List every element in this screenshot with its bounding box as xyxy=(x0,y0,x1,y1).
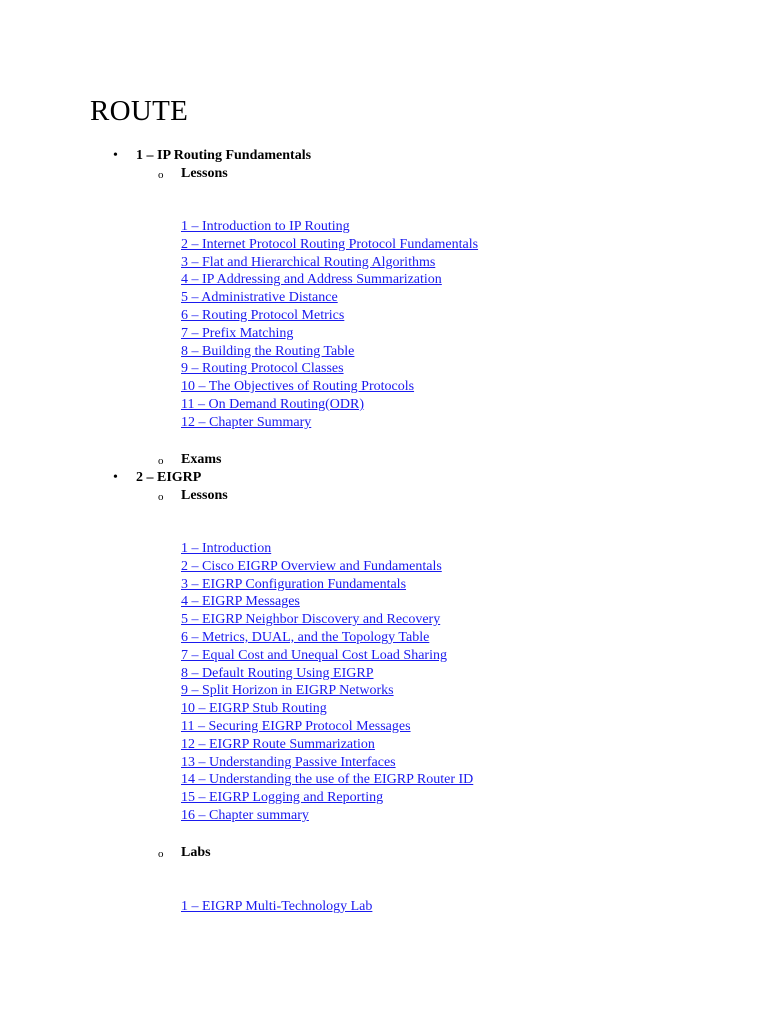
lesson-link[interactable]: 7 – Prefix Matching xyxy=(181,325,294,341)
list-item xyxy=(181,789,473,807)
lesson-link[interactable]: 11 – On Demand Routing(ODR) xyxy=(181,396,365,412)
lesson-link[interactable]: 2 – Internet Protocol Routing Protocol Fundamentals xyxy=(181,236,479,252)
lesson-link[interactable]: 13 – Understanding Passive Interfaces xyxy=(181,754,396,770)
lesson-link[interactable]: 12 – Chapter Summary xyxy=(181,414,312,430)
list-item xyxy=(181,254,478,272)
lab-link[interactable]: 1 – EIGRP Multi-Technology Lab xyxy=(181,899,373,914)
list-item xyxy=(181,647,473,665)
section-heading-eigrp: 2 – EIGRP xyxy=(136,470,202,485)
lesson-link[interactable]: 9 – Split Horizon in EIGRP Networks xyxy=(181,683,394,699)
lesson-link[interactable]: 14 – Understanding the use of the EIGRP Router ID xyxy=(181,772,474,788)
lessons-heading: Lessons xyxy=(181,488,228,503)
lesson-link[interactable]: 2 – Cisco EIGRP Overview and Fundamentals xyxy=(181,558,442,574)
section-heading-ip-routing: 1 – IP Routing Fundamentals xyxy=(136,148,312,163)
list-item xyxy=(181,771,473,789)
list-item xyxy=(181,289,478,307)
lesson-link[interactable]: 6 – Routing Protocol Metrics xyxy=(181,307,345,323)
list-item xyxy=(181,807,473,825)
list-item xyxy=(181,540,473,558)
lesson-link[interactable]: 6 – Metrics, DUAL, and the Topology Table xyxy=(181,629,430,645)
lesson-link[interactable]: 10 – EIGRP Stub Routing xyxy=(181,701,327,717)
lesson-link[interactable]: 10 – The Objectives of Routing Protocols xyxy=(181,379,415,395)
list-item xyxy=(181,700,473,718)
list-item xyxy=(181,898,372,916)
lesson-list-ip-routing xyxy=(181,218,478,432)
lesson-link[interactable]: 4 – IP Addressing and Address Summarization xyxy=(181,272,442,288)
lesson-link[interactable]: 3 – Flat and Hierarchical Routing Algorithms xyxy=(181,254,436,270)
sub-bullet-icon: o xyxy=(158,491,164,503)
sub-bullet-icon: o xyxy=(158,455,164,467)
list-item xyxy=(181,593,473,611)
bullet-icon: • xyxy=(113,148,118,163)
list-item xyxy=(181,576,473,594)
list-item xyxy=(181,218,478,236)
lesson-link[interactable]: 8 – Building the Routing Table xyxy=(181,343,355,359)
lesson-link[interactable]: 16 – Chapter summary xyxy=(181,807,309,823)
sub-bullet-icon: o xyxy=(158,848,164,860)
lesson-link[interactable]: 5 – Administrative Distance xyxy=(181,290,338,306)
list-item xyxy=(181,236,478,254)
list-item xyxy=(181,378,478,396)
list-item xyxy=(181,343,478,361)
lesson-link[interactable]: 4 – EIGRP Messages xyxy=(181,594,300,610)
bullet-icon: • xyxy=(113,470,118,485)
list-item xyxy=(181,414,478,432)
lesson-link[interactable]: 15 – EIGRP Logging and Reporting xyxy=(181,790,384,806)
sub-bullet-icon: o xyxy=(158,169,164,181)
lesson-link[interactable]: 3 – EIGRP Configuration Fundamentals xyxy=(181,576,407,592)
list-item xyxy=(181,558,473,576)
lessons-heading: Lessons xyxy=(181,166,228,181)
lesson-link[interactable]: 8 – Default Routing Using EIGRP xyxy=(181,665,374,681)
lesson-link[interactable]: 7 – Equal Cost and Unequal Cost Load Sharing xyxy=(181,647,447,663)
list-item xyxy=(181,736,473,754)
lesson-link[interactable]: 1 – Introduction xyxy=(181,541,272,556)
lesson-list-eigrp xyxy=(181,540,473,825)
lesson-link[interactable]: 11 – Securing EIGRP Protocol Messages xyxy=(181,718,411,734)
list-item xyxy=(181,325,478,343)
list-item xyxy=(181,754,473,772)
list-item xyxy=(181,396,478,414)
labs-heading: Labs xyxy=(181,845,211,860)
list-item xyxy=(181,307,478,325)
list-item xyxy=(181,665,473,683)
lesson-link[interactable]: 9 – Routing Protocol Classes xyxy=(181,361,344,377)
list-item xyxy=(181,718,473,736)
lab-list-eigrp xyxy=(181,898,372,916)
exams-heading: Exams xyxy=(181,452,222,467)
lesson-link[interactable]: 12 – EIGRP Route Summarization xyxy=(181,736,375,752)
list-item xyxy=(181,629,473,647)
lesson-link[interactable]: 5 – EIGRP Neighbor Discovery and Recovery xyxy=(181,612,441,628)
lesson-link[interactable]: 1 – Introduction to IP Routing xyxy=(181,219,350,234)
list-item xyxy=(181,682,473,700)
list-item xyxy=(181,611,473,629)
list-item xyxy=(181,360,478,378)
list-item xyxy=(181,271,478,289)
page-title: ROUTE xyxy=(90,95,189,127)
